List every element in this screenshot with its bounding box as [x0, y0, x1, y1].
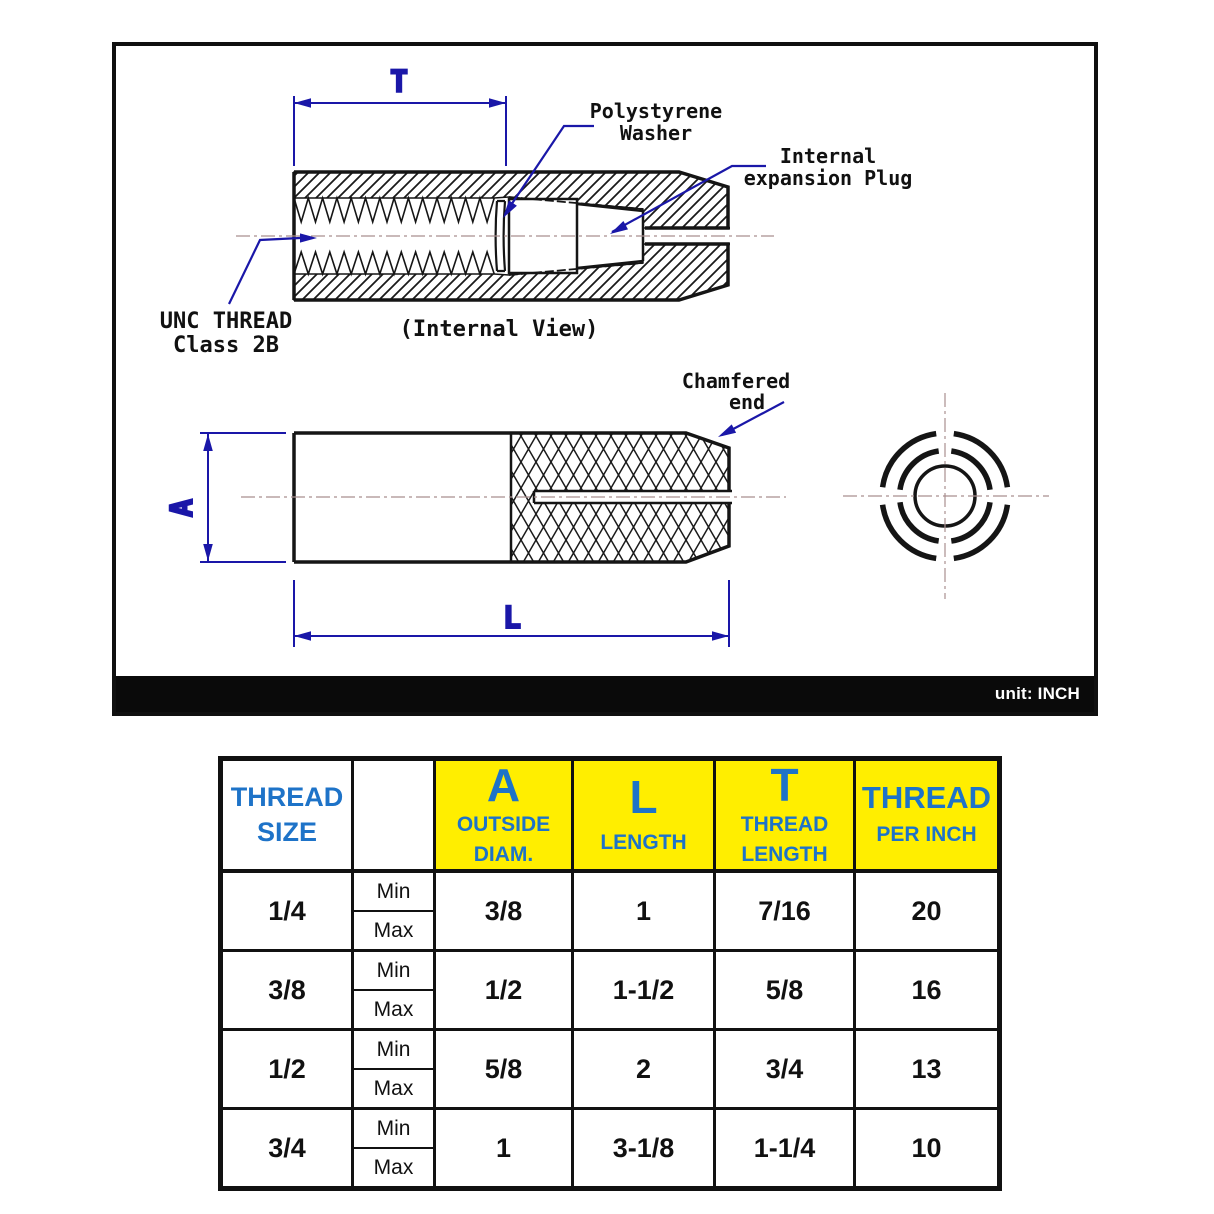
- dimension-l: [294, 580, 729, 647]
- cell-t-value: 5/8: [715, 951, 855, 1030]
- chamfer-label-1: Chamfered: [681, 369, 791, 393]
- header-a-line1: OUTSIDE: [456, 812, 551, 836]
- cell-l-value: 1: [573, 871, 715, 951]
- spec-table: [218, 756, 1002, 1191]
- table-row: [221, 951, 1000, 991]
- cell-l-value: 3-1/8: [573, 1109, 715, 1189]
- col-header-l: [573, 759, 715, 872]
- internal-view-caption: (Internal View): [399, 317, 599, 342]
- cell-t-value: 3/4: [715, 1030, 855, 1109]
- cell-tpi-value: 20: [855, 871, 1000, 951]
- cell-t-value: 1-1/4: [715, 1109, 855, 1189]
- cell-a-value: 1: [435, 1109, 573, 1189]
- col-header-t: [715, 759, 855, 872]
- cell-max: Max: [353, 990, 435, 1030]
- header-tpi-big: THREAD: [861, 779, 992, 815]
- side-view-drawing: [241, 433, 786, 562]
- header-t-big: T: [770, 758, 799, 811]
- dimension-t: [294, 65, 506, 166]
- table-row: [221, 1030, 1000, 1070]
- t-dim-label: T: [389, 65, 409, 100]
- cell-min: Min: [353, 871, 435, 911]
- unit-bar: [116, 676, 1094, 712]
- cell-max: Max: [353, 1069, 435, 1109]
- washer-label-1: Polystyrene: [589, 99, 723, 123]
- drawing-panel: [112, 42, 1098, 716]
- col-header-tpi: [855, 759, 1000, 872]
- unc-thread-label-2: Class 2B: [173, 333, 279, 358]
- l-dim-label: L: [502, 601, 522, 636]
- header-thread-size-line2: SIZE: [256, 817, 317, 847]
- cell-t-value: 7/16: [715, 871, 855, 951]
- table-row: [221, 1109, 1000, 1149]
- unc-thread-label-1: UNC THREAD: [159, 309, 293, 334]
- technical-drawing: [116, 46, 1094, 676]
- header-l-big: L: [629, 770, 658, 823]
- table-row: [221, 871, 1000, 911]
- cell-l-value: 2: [573, 1030, 715, 1109]
- cell-min: Min: [353, 951, 435, 991]
- cell-a-value: 1/2: [435, 951, 573, 1030]
- cell-max: Max: [353, 1148, 435, 1189]
- internal-view-drawing: [236, 172, 774, 300]
- header-l-line1: LENGTH: [600, 830, 687, 854]
- col-header-minmax-blank: [353, 759, 435, 872]
- cell-a-value: 5/8: [435, 1030, 573, 1109]
- cell-min: Min: [353, 1030, 435, 1070]
- header-a-big: A: [486, 758, 521, 811]
- header-t-line1: THREAD: [740, 812, 829, 836]
- unit-label: unit: INCH: [994, 684, 1080, 703]
- plug-label-1: Internal: [779, 144, 877, 168]
- chamfer-label-2: end: [728, 390, 766, 414]
- cell-min: Min: [353, 1109, 435, 1149]
- end-view-drawing: [843, 393, 1049, 599]
- a-dim-label: A: [165, 498, 200, 518]
- plug-label-2: expansion Plug: [743, 166, 913, 190]
- cell-tpi-value: 10: [855, 1109, 1000, 1189]
- cell-tpi-value: 13: [855, 1030, 1000, 1109]
- header-thread-size-line1: THREAD: [230, 781, 344, 812]
- header-a-line2: DIAM.: [473, 843, 534, 866]
- header-tpi-line1: PER INCH: [876, 822, 977, 846]
- washer-label-2: Washer: [619, 121, 693, 145]
- cell-thread-size: 1/2: [221, 1030, 353, 1109]
- cell-thread-size: 1/4: [221, 871, 353, 951]
- cell-tpi-value: 16: [855, 951, 1000, 1030]
- cell-thread-size: 3/8: [221, 951, 353, 1030]
- cell-max: Max: [353, 911, 435, 951]
- col-header-thread-size: [221, 759, 353, 872]
- cell-l-value: 1-1/2: [573, 951, 715, 1030]
- header-row: [221, 759, 1000, 872]
- cell-thread-size: 3/4: [221, 1109, 353, 1189]
- chamfer-callout: [682, 369, 790, 437]
- cell-a-value: 3/8: [435, 871, 573, 951]
- header-t-line2: LENGTH: [741, 843, 828, 866]
- col-header-a: [435, 759, 573, 872]
